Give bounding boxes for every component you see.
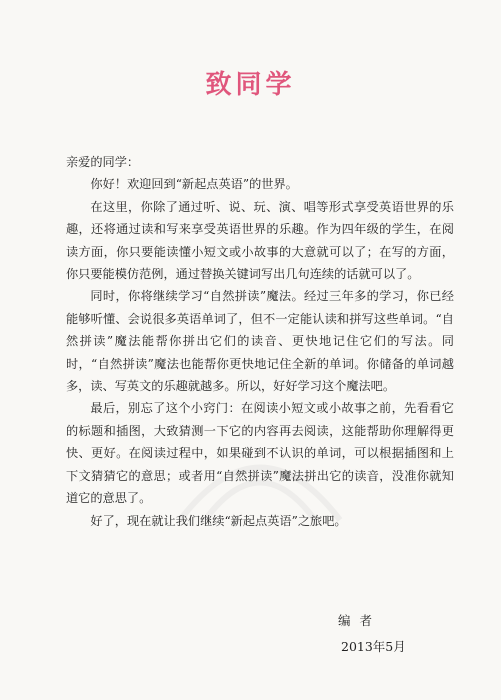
paragraph-greeting: 你好！欢迎回到“新起点英语”的世界。 xyxy=(90,177,298,192)
letter-body xyxy=(66,151,454,532)
paragraph-tips: 最后，别忘了这个小窍门：在阅读小短文或小故事之前，先看看它的标题和插图，大致猜测一下它的内容再去阅读，这能帮助你理解得更快、更好。在阅读过程中，如果碰到不认识的单词，可以根据插图和上下文猜猜它的意思；或者用“自然拼读”魔法拼出它的读音，没准你就知道它的意思了。 xyxy=(66,401,454,506)
closing-line: 好了，现在就让我们继续“新起点英语”之旅吧。 xyxy=(90,513,347,528)
paragraph-phonics: 同时，你将继续学习“自然拼读”魔法。经过三年多的学习，你已经能够听懂、会说很多英语单词了，但不一定能认读和拼写这些单词。“自然拼读”魔法能帮你拼出它们的读音、更快地记住它们的写法。同时，“自然拼读”魔法也能帮你更快地记住全新的单词。你储备的单词越多，读、写英文的乐趣就越多。所以，好好学习这个魔法吧。 xyxy=(66,289,454,394)
page-title: 致同学 xyxy=(205,70,296,100)
signature: 编者 xyxy=(338,613,382,628)
salutation: 亲爱的同学： xyxy=(66,155,140,169)
paragraph-reading-writing: 在这里，你除了通过听、说、玩、演、唱等形式享受英语世界的乐趣，还将通过读和写来享受英语世界的乐趣。作为四年级的学生，在阅读方面，你只要能读懂小短文或小故事的大意就可以了；在写的方面，你只要能模仿范例，通过替换关键词写出几句连续的话就可以了。 xyxy=(66,199,454,282)
date: 2013年5月 xyxy=(341,639,406,654)
